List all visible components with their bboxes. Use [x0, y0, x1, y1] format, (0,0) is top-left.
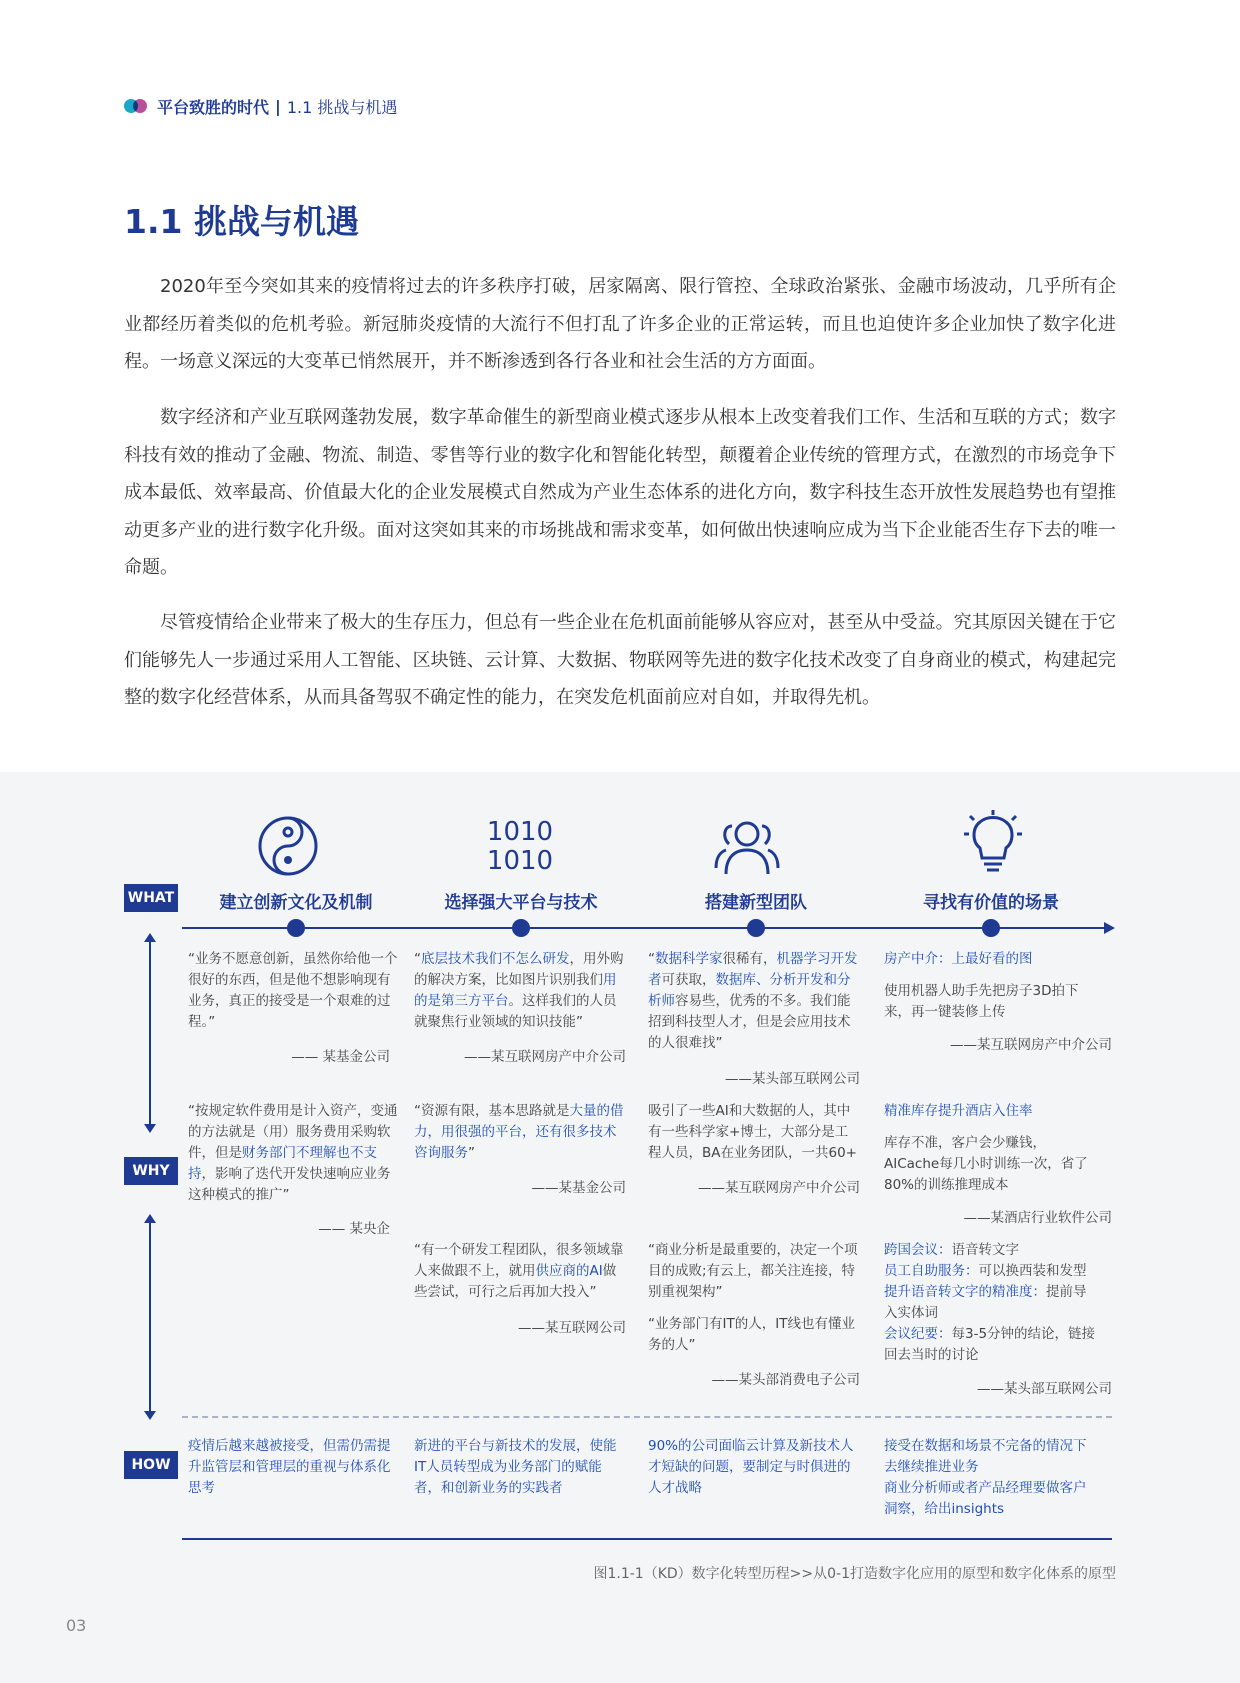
quote-source: ——某互联网公司 [518, 1320, 626, 1336]
why-quote: “底层技术我们不怎么研发，用外购的解决方案，比如图片识别我们用的是第三方平台。这样我们的人员就聚焦行业领域的知识技能” [414, 951, 624, 1030]
yin-yang-icon [256, 814, 320, 878]
column-title: 选择强大平台与技术 [444, 893, 598, 913]
quote-source: ——某酒店行业软件公司 [963, 1210, 1112, 1226]
header-separator: | [275, 96, 281, 116]
quote-source: —— 某基金公司 [291, 1049, 390, 1065]
scenario-list [884, 1240, 1096, 1366]
quote-source: ——某互联网房产中介公司 [464, 1049, 626, 1065]
how-text: 疫情后越来越被接受，但需仍需提升监管层和管理层的重视与体系化思考 [188, 1438, 391, 1496]
why-quote: “按规定软件费用是计入资产，变通的方法就是（用）服务费用采购软件，但是财务部门不理解也不支持，影响了迭代开发快速响应业务这种模式的推广” [188, 1103, 398, 1203]
header-section: 1.1 挑战与机遇 [286, 97, 398, 117]
timeline-node [512, 919, 530, 937]
binary-line: 1010 [486, 846, 554, 876]
timeline-arrow-icon [1104, 922, 1115, 934]
why-quote: “业务不愿意创新，虽然你给他一个很好的东西，但是他不想影响现有业务，真正的接受是一个艰难的过程。” [188, 951, 398, 1030]
why-axis-line [149, 1221, 151, 1412]
scenario-title: 精准库存提升酒店入住率 [884, 1103, 1033, 1119]
team-icon [712, 818, 782, 876]
binary-line: 1010 [486, 817, 554, 847]
arrow-down-icon [144, 1124, 156, 1133]
timeline-node [747, 919, 765, 937]
what-tag: WHAT [124, 884, 178, 912]
quote-source: ——某头部互联网公司 [977, 1381, 1112, 1397]
how-text: 新进的平台与新技术的发展，使能IT人员转型成为业务部门的赋能者，和创新业务的实践者 [414, 1438, 617, 1496]
column-title: 搭建新型团队 [705, 893, 807, 913]
arrow-down-icon [144, 1411, 156, 1420]
why-quote: “商业分析是最重要的，决定一个项目的成败;有云上，都关注连接，特别重视架构” [648, 1242, 858, 1300]
header-title: 平台致胜的时代 [157, 97, 270, 117]
diagram-bottom-rule [182, 1538, 1112, 1540]
figure-caption: 图1.1-1（KD）数字化转型历程>>从0-1打造数字化应用的原型和数字化体系的原型 [593, 1566, 1116, 1582]
why-axis-line [149, 940, 151, 1125]
quote-source: ——某头部消费电子公司 [711, 1372, 860, 1388]
scenario-item: 员工自助服务：可以换西装和发型 [884, 1263, 1087, 1279]
scenario-title: 房产中介：上最好看的图 [884, 951, 1033, 967]
paragraph-1: 2020年至今突如其来的疫情将过去的许多秩序打破，居家隔离、限行管控、全球政治紧张、金融市场波动，几乎所有企业都经历着类似的危机考验。新冠肺炎疫情的大流行不但打乱了许多企业的正常运转，而且也迫使许多企业加快了数字化进程。一场意义深远的大变革已悄然展开，并不断渗透到各行各业和社会生活的方方面面。 [124, 276, 1116, 372]
timeline-axis [182, 927, 1112, 929]
how-divider [182, 1416, 1112, 1418]
scenario-item: 会议纪要：每3-5分钟的结论，链接回去当时的讨论 [884, 1326, 1096, 1363]
column-title: 建立创新文化及机制 [219, 893, 373, 913]
quote-source: —— 某央企 [318, 1221, 390, 1237]
scenario-item: 提升语音转文字的精准度：提前导入实体词 [884, 1284, 1087, 1321]
how-text: 90%的公司面临云计算及新技术人才短缺的问题，要制定与时俱进的人才战略 [648, 1438, 854, 1496]
scenario-item: 跨国会议：语音转文字 [884, 1242, 1019, 1258]
section-heading: 1.1 挑战与机遇 [124, 202, 359, 241]
paragraph-2: 数字经济和产业互联网蓬勃发展，数字革命催生的新型商业模式逐步从根本上改变着我们工作、生活和互联的方式；数字科技有效的推动了金融、物流、制造、零售等行业的数字化和智能化转型，颠覆着企业传统的管理方式，在激烈的市场竞争下成本最低、效率最高、价值最大化的企业发展模式自然成为产业生态体系的进化方向，数字科技生态开放性发展趋势也有望推动更多产业的进行数字化升级。面对这突如其来的市场挑战和需求变革，如何做出快速响应成为当下企业能否生存下去的唯一命题。 [124, 407, 1116, 578]
why-quote: “有一个研发工程团队，很多领域靠人来做跟不上，就用供应商的AI做些尝试，可行之后再加大投入” [414, 1242, 624, 1300]
quote-source: ——某头部互联网公司 [725, 1071, 860, 1087]
paragraph-3: 尽管疫情给企业带来了极大的生存压力，但总有一些企业在危机面前能够从容应对，甚至从中受益。究其原因关键在于它们能够先人一步通过采用人工智能、区块链、云计算、大数据、物联网等先进的数字化技术改变了自身商业的模式，构建起完整的数字化经营体系，从而具备驾驭不确定性的能力，在突发危机面前应对自如，并取得先机。 [124, 612, 1116, 708]
why-quote: “数据科学家很稀有，机器学习开发者可获取，数据库、分析开发和分析师容易些，优秀的不多。我们能招到科技型人才，但是会应用技术的人很难找” [648, 951, 858, 1051]
running-header [124, 94, 397, 118]
why-quote: “资源有限，基本思路就是大量的借力，用很强的平台，还有很多技术咨询服务” [414, 1103, 624, 1161]
column-title: 寻找有价值的场景 [923, 893, 1059, 913]
quote-source: ——某基金公司 [531, 1180, 626, 1196]
timeline-node [982, 919, 1000, 937]
brand-dot-icon [133, 99, 147, 113]
how-tag: HOW [124, 1451, 178, 1479]
binary-icon [480, 818, 560, 876]
page-number: 03 [66, 1616, 87, 1635]
quote-source: ——某互联网房产中介公司 [950, 1037, 1112, 1053]
quote-source: ——某互联网房产中介公司 [698, 1180, 860, 1196]
why-quote: “业务部门有IT的人，IT线也有懂业务的人” [648, 1316, 855, 1353]
scenario-text: 库存不准，客户会少赚钱，AICache每几小时训练一次，省了80%的训练推理成本 [884, 1135, 1088, 1193]
lightbulb-icon [960, 810, 1026, 878]
scenario-text: 使用机器人助手先把房子3D拍下来，再一键装修上传 [884, 983, 1079, 1020]
how-text: 接受在数据和场景不完备的情况下去继续推进业务 商业分析师或者产品经理要做客户洞察，给出insights [884, 1438, 1087, 1517]
timeline-node [287, 919, 305, 937]
why-quote: 吸引了一些AI和大数据的人，其中有一些科学家+博士，大部分是工程人员，BA在业务团队，一共60+ [648, 1103, 857, 1161]
why-tag: WHY [124, 1157, 178, 1185]
